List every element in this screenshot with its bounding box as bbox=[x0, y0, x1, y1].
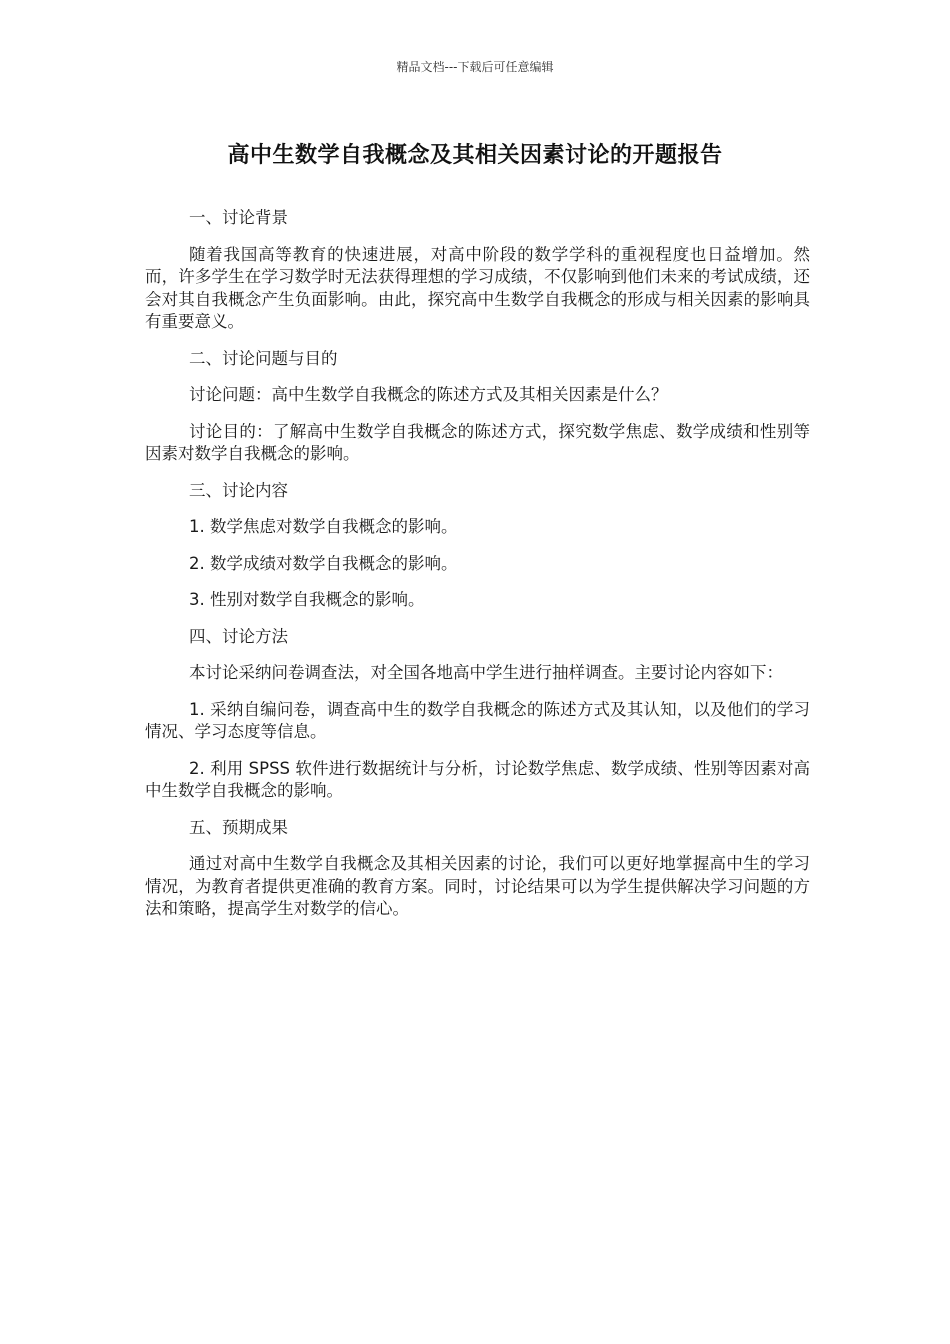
document-title: 高中生数学自我概念及其相关因素讨论的开题报告 bbox=[227, 143, 723, 168]
section-heading-content: 三、讨论内容 bbox=[189, 480, 288, 500]
section-heading-background: 一、讨论背景 bbox=[189, 208, 288, 227]
section-heading-method: 四、讨论方法 bbox=[189, 626, 288, 646]
method-item: 1. 采纳自编问卷，调查高中生的数学自我概念的陈述方式及其认知，以及他们的学习情况、学习态度等信息。 bbox=[145, 699, 810, 741]
background-paragraph: 随着我国高等教育的快速进展，对高中阶段的数学学科的重视程度也日益增加。然而，许多学生在学习数学时无法获得理想的学习成绩，不仅影响到他们未来的考试成绩，还会对其自我概念产生负面影响。由此，探究高中生数学自我概念的形成与相关因素的影响具有重要意义。 bbox=[145, 244, 810, 331]
document-body bbox=[145, 207, 810, 935]
method-item: 2. 利用 SPSS 软件进行数据统计与分析，讨论数学焦虑、数学成绩、性别等因素对高中生数学自我概念的影响。 bbox=[145, 758, 810, 800]
section-heading-questions: 二、讨论问题与目的 bbox=[189, 348, 338, 368]
content-item: 2. 数学成绩对数学自我概念的影响。 bbox=[189, 553, 458, 573]
research-purpose: 讨论目的：了解高中生数学自我概念的陈述方式，探究数学焦虑、数学成绩和性别等因素对数学自我概念的影响。 bbox=[145, 421, 810, 463]
results-paragraph: 通过对高中生数学自我概念及其相关因素的讨论，我们可以更好地掌握高中生的学习情况，为教育者提供更准确的教育方案。同时，讨论结果可以为学生提供解决学习问题的方法和策略，提高学生对数学的信心。 bbox=[145, 854, 810, 918]
header-note: 精品文档---下载后可任意编辑 bbox=[396, 60, 554, 74]
content-item: 1. 数学焦虑对数学自我概念的影响。 bbox=[189, 517, 458, 536]
section-heading-results: 五、预期成果 bbox=[189, 817, 288, 837]
content-item: 3. 性别对数学自我概念的影响。 bbox=[189, 590, 425, 609]
research-question: 讨论问题：高中生数学自我概念的陈述方式及其相关因素是什么？ bbox=[189, 385, 668, 404]
method-intro: 本讨论采纳问卷调查法，对全国各地高中学生进行抽样调查。主要讨论内容如下： bbox=[189, 663, 783, 682]
